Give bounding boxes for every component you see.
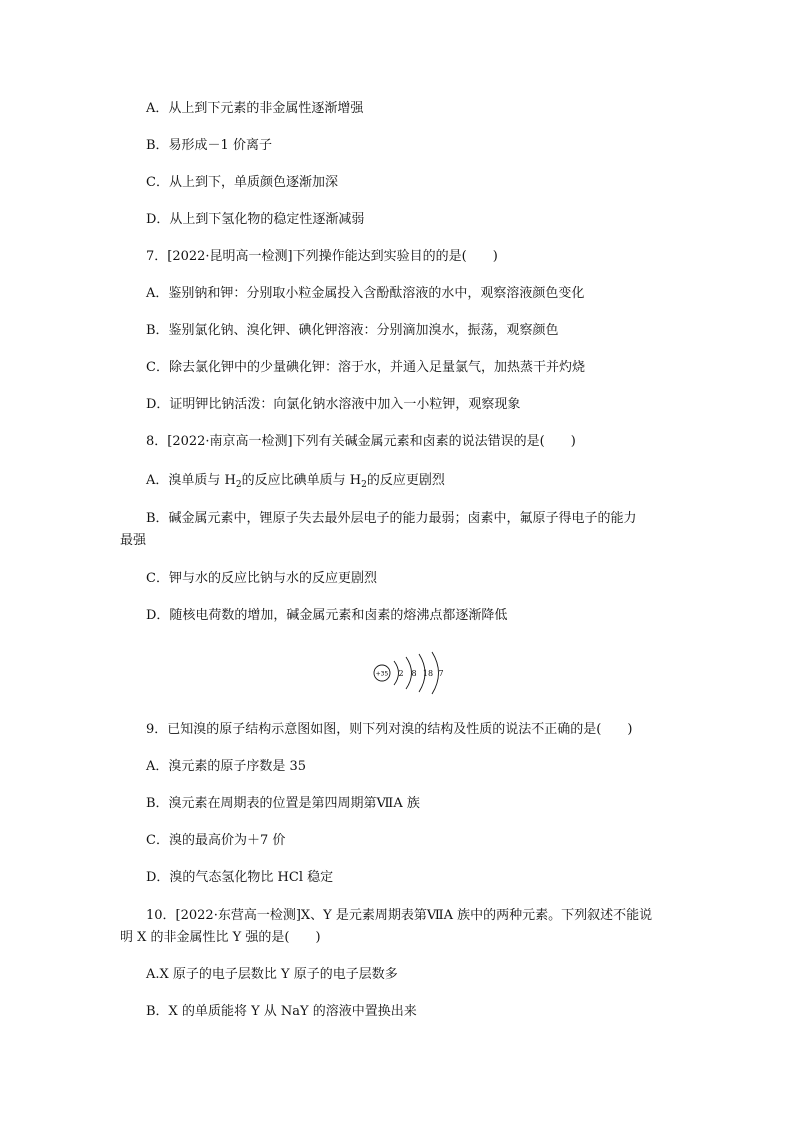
q6-option-c: C．从上到下，单质颜色逐渐加深 [146, 175, 338, 190]
q8-option-a-mid: 的反应比碘单质与 H [241, 473, 362, 488]
q9-stem: 9．已知溴的原子结构示意图如图，则下列对溴的结构及性质的说法不正确的是( ) [146, 722, 633, 737]
q6-option-a: A．从上到下元素的非金属性逐渐增强 [146, 101, 364, 116]
subscript: 2 [235, 480, 242, 490]
q8-option-c: C．钾与水的反应比钠与水的反应更剧烈 [146, 571, 377, 586]
q9-option-d: D．溴的气态氢化物比 HCl 稳定 [146, 870, 334, 885]
q7-option-c: C．除去氯化钾中的少量碘化钾：溶于水，并通入足量氯气，加热蒸干并灼烧 [146, 360, 585, 375]
q9-option-b: B．溴元素在周期表的位置是第四周期第ⅦA 族 [146, 796, 420, 811]
q7-option-d: D．证明钾比钠活泼：向氯化钠水溶液中加入一小粒钾，观察现象 [146, 397, 521, 412]
shell-4-count: 7 [438, 669, 444, 678]
q8-option-a [146, 472, 445, 490]
q8-stem: 8．[2022·南京高一检测]下列有关碱金属元素和卤素的说法错误的是( ) [146, 434, 576, 449]
q7-option-a: A．鉴别钠和钾：分别取小粒金属投入含酚酞溶液的水中，观察溶液颜色变化 [146, 286, 585, 301]
shell-3-count: 18 [422, 669, 434, 678]
q8-option-b-line2: 最强 [120, 533, 147, 548]
q8-option-a-pre: A．溴单质与 H [146, 473, 236, 488]
q10-option-b: B．X 的单质能将 Y 从 NaY 的溶液中置换出来 [146, 1004, 417, 1019]
q7-option-b: B．鉴别氯化钠、溴化钾、碘化钾溶液：分别滴加溴水，振荡，观察颜色 [146, 323, 559, 338]
q8-option-d: D．随核电荷数的增加，碱金属元素和卤素的熔沸点都逐渐降低 [146, 608, 508, 623]
shell-1-count: 2 [398, 669, 404, 678]
nucleus-charge-label: +35 [375, 670, 389, 678]
q9-option-c: C．溴的最高价为＋7 价 [146, 833, 286, 848]
q8-option-a-post: 的反应更剧烈 [366, 473, 445, 488]
q10-stem-line2: 明 X 的非金属性比 Y 强的是( ) [120, 930, 321, 945]
q9-option-a: A．溴元素的原子序数是 35 [146, 759, 307, 774]
q10-option-a: A.X 原子的电子层数比 Y 原子的电子层数多 [146, 967, 398, 982]
subscript: 2 [361, 480, 367, 490]
q10-stem-line1: 10．[2022·东营高一检测]X、Y 是元素周期表第ⅦA 族中的两种元素。下列叙述不能说 [146, 908, 653, 923]
shell-2-count: 8 [411, 669, 417, 678]
q8-option-b-line1: B．碱金属元素中，锂原子失去最外层电子的能力最弱；卤素中，氟原子得电子的能力 [146, 511, 637, 526]
q6-option-b: B．易形成－1 价离子 [146, 138, 272, 153]
q6-option-d: D．从上到下氢化物的稳定性逐渐减弱 [146, 212, 365, 227]
bromine-atom-structure-diagram [372, 650, 452, 696]
q7-stem: 7．[2022·昆明高一检测]下列操作能达到实验目的的是( ) [146, 249, 498, 264]
